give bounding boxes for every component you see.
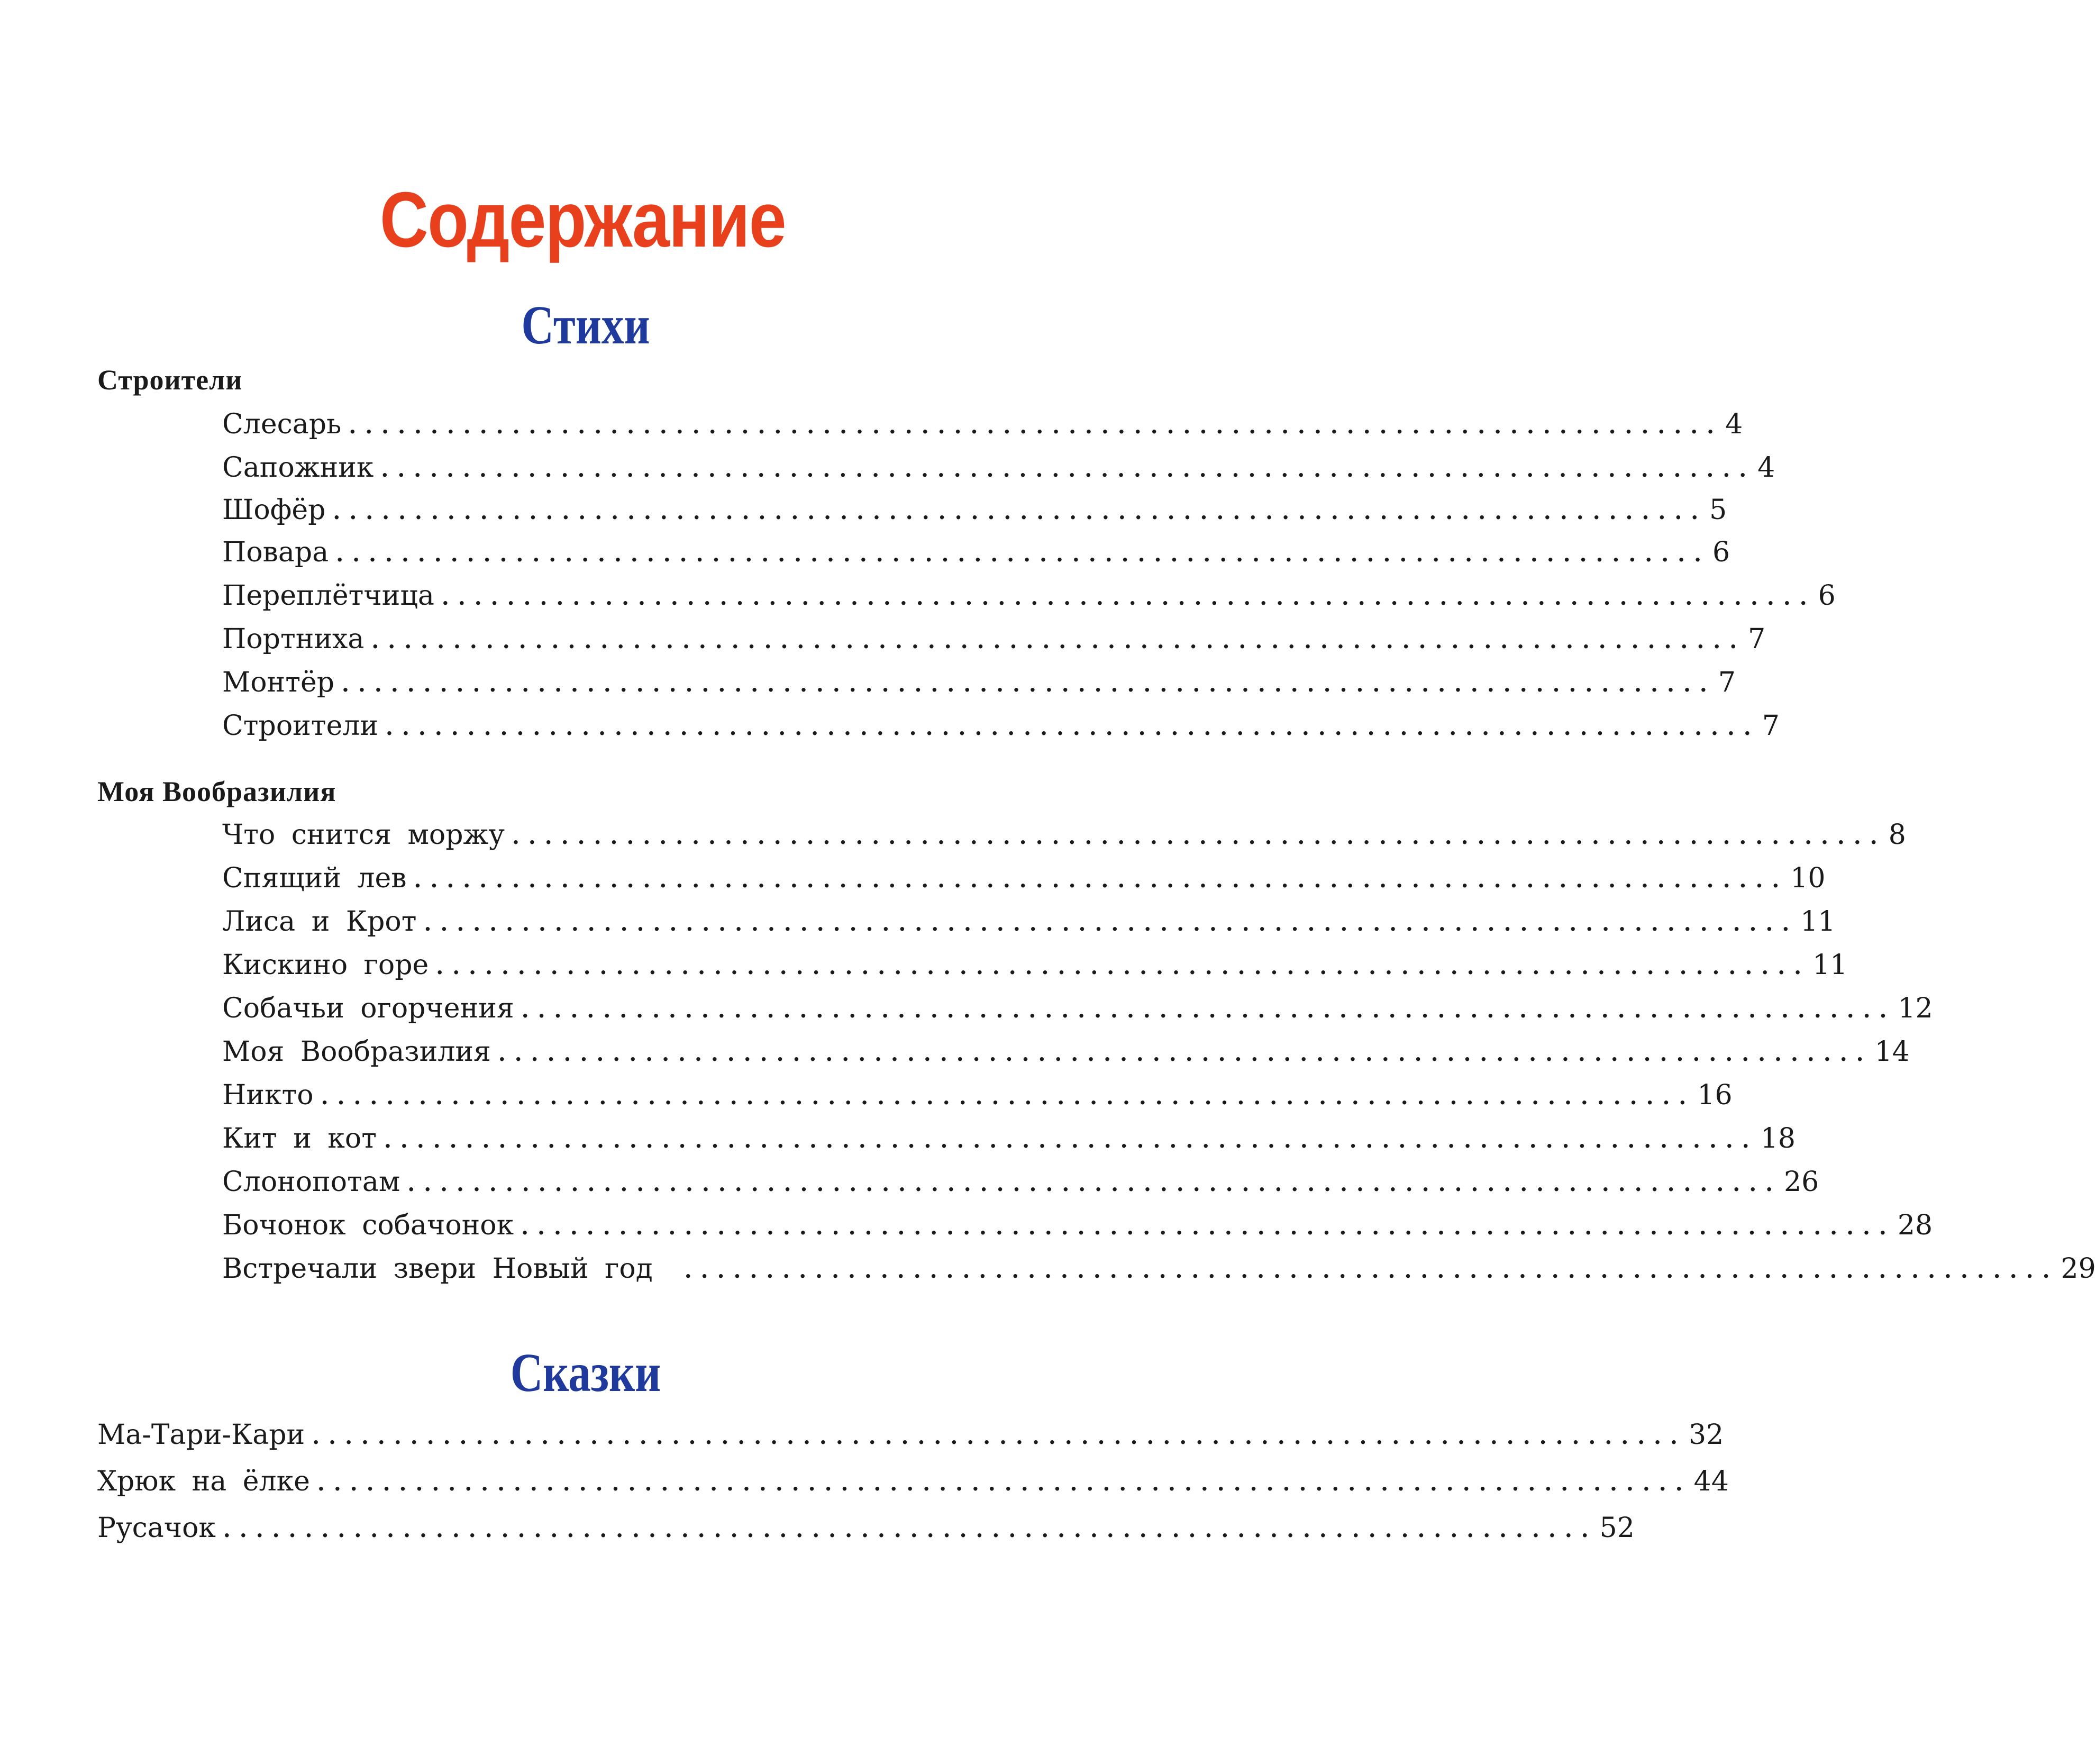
dot-leader: .................................................................................... bbox=[349, 414, 1724, 439]
dot-leader: .................................................................................... bbox=[223, 1517, 1598, 1542]
dot-leader: .................................................................................... bbox=[371, 629, 1746, 653]
dot-leader: .................................................................................... bbox=[512, 824, 1887, 849]
toc-entry[interactable] bbox=[222, 1035, 1910, 1071]
toc-entry[interactable] bbox=[222, 407, 1743, 443]
toc-entry-title: Кит и кот bbox=[222, 1123, 377, 1154]
toc-entry[interactable] bbox=[222, 535, 1730, 571]
dot-leader: .................................................................................... bbox=[521, 1215, 1895, 1240]
toc-entry[interactable] bbox=[222, 1252, 2096, 1288]
toc-entry-title: Лиса и Крот bbox=[222, 906, 417, 938]
toc-entry-page: 28 bbox=[1897, 1210, 1933, 1241]
toc-entry-title: Строители bbox=[222, 710, 379, 742]
toc-entry[interactable] bbox=[222, 948, 1848, 984]
dot-leader: .................................................................................... bbox=[407, 1171, 1782, 1196]
toc-entry-page: 6 bbox=[1712, 537, 1730, 568]
toc-entry-page: 7 bbox=[1748, 623, 1766, 655]
toc-entry-page: 14 bbox=[1874, 1036, 1910, 1068]
toc-entry-title: Встречали звери Новый год bbox=[222, 1253, 653, 1285]
toc-entry-title: Переплётчица bbox=[222, 580, 434, 612]
dot-leader: .................................................................................... bbox=[317, 1471, 1692, 1496]
toc-entry-page: 5 bbox=[1709, 494, 1727, 526]
dot-leader: .................................................................................... bbox=[336, 542, 1710, 567]
dot-leader: .................................................................................... bbox=[333, 499, 1708, 524]
toc-entry-page: 7 bbox=[1718, 667, 1736, 698]
dot-leader: .................................................................................... bbox=[436, 954, 1811, 979]
toc-entry-title: Моя Вообразилия bbox=[222, 1036, 491, 1068]
toc-entry-page: 6 bbox=[1818, 580, 1836, 612]
toc-entry-page: 32 bbox=[1688, 1419, 1724, 1451]
toc-entry[interactable] bbox=[222, 992, 1933, 1028]
dot-leader: .................................................................................... bbox=[342, 672, 1716, 697]
toc-entry-title: Ма-Тари-Кари bbox=[97, 1419, 305, 1451]
toc-entry-title: Шофёр bbox=[222, 494, 326, 526]
toc-entry-page: 16 bbox=[1697, 1079, 1733, 1111]
toc-entry[interactable] bbox=[97, 1511, 1635, 1547]
toc-entry[interactable] bbox=[222, 1078, 1733, 1114]
toc-entry-page: 18 bbox=[1760, 1123, 1796, 1154]
dot-leader: .................................................................................... bbox=[414, 868, 1789, 893]
toc-entry[interactable] bbox=[222, 622, 1766, 658]
group-title-imagination: Моя Вообразилия bbox=[97, 776, 336, 807]
dot-leader: .................................................................................... bbox=[321, 1085, 1696, 1110]
toc-entry-title: Сапожник bbox=[222, 452, 374, 484]
toc-entry-title: Повара bbox=[222, 537, 329, 568]
toc-entry-page: 26 bbox=[1784, 1166, 1819, 1198]
toc-entry[interactable] bbox=[222, 905, 1836, 941]
toc-entry-page: 11 bbox=[1800, 906, 1836, 938]
toc-entry-page: 11 bbox=[1812, 949, 1848, 981]
dot-leader: .................................................................................... bbox=[312, 1424, 1687, 1449]
toc-entry-title: Русачок bbox=[97, 1512, 216, 1544]
toc-entry-title: Слесарь bbox=[222, 408, 342, 440]
toc-entry[interactable] bbox=[97, 1465, 1729, 1501]
toc-entry[interactable] bbox=[222, 579, 1836, 615]
toc-entry-page: 8 bbox=[1888, 819, 1906, 851]
dot-leader: .................................................................................... bbox=[498, 1041, 1873, 1066]
dot-leader: .................................................................................... bbox=[441, 585, 1816, 610]
toc-entry[interactable] bbox=[97, 1418, 1724, 1454]
toc-entry-page: 44 bbox=[1693, 1466, 1729, 1497]
toc-entry-title: Монтёр bbox=[222, 667, 335, 698]
toc-entry[interactable] bbox=[222, 1122, 1796, 1158]
toc-entry[interactable] bbox=[222, 1208, 1933, 1244]
toc-entry-title: Портниха bbox=[222, 623, 364, 655]
toc-entry-title: Что снится моржу bbox=[222, 819, 505, 851]
toc-entry[interactable] bbox=[222, 709, 1780, 745]
page-title: Содержание bbox=[379, 176, 786, 263]
toc-entry-page: 4 bbox=[1725, 408, 1743, 440]
section-title-tales: Сказки bbox=[510, 1342, 661, 1403]
toc-entry[interactable] bbox=[222, 818, 1906, 854]
toc-entry-title: Хрюк на ёлке bbox=[97, 1466, 310, 1497]
dot-leader: .................................................................................... bbox=[521, 998, 1896, 1023]
dot-leader: .................................................................................... bbox=[684, 1258, 2059, 1283]
toc-entry-page: 7 bbox=[1762, 710, 1780, 742]
toc-entry-page: 29 bbox=[2061, 1253, 2096, 1285]
toc-entry-title: Собачьи огорчения bbox=[222, 993, 514, 1024]
toc-entry[interactable] bbox=[222, 451, 1775, 487]
toc-entry[interactable] bbox=[222, 861, 1826, 897]
toc-entry[interactable] bbox=[222, 666, 1736, 702]
toc-entry-page: 10 bbox=[1790, 862, 1826, 894]
group-title-builders: Строители bbox=[97, 364, 243, 396]
toc-entry-page: 12 bbox=[1898, 993, 1933, 1024]
toc-entry-title: Никто bbox=[222, 1079, 314, 1111]
toc-entry[interactable] bbox=[222, 493, 1727, 529]
toc-entry-page: 52 bbox=[1599, 1512, 1635, 1544]
dot-leader: .................................................................................... bbox=[386, 715, 1760, 740]
toc-entry-title: Слонопотам bbox=[222, 1166, 400, 1198]
section-title-poems: Стихи bbox=[521, 295, 650, 356]
toc-entry[interactable] bbox=[222, 1165, 1819, 1201]
dot-leader: .................................................................................... bbox=[381, 457, 1756, 482]
toc-entry-title: Спящий лев bbox=[222, 862, 407, 894]
dot-leader: .................................................................................... bbox=[384, 1128, 1758, 1153]
toc-entry-title: Кискино горе bbox=[222, 949, 429, 981]
dot-leader: .................................................................................... bbox=[424, 911, 1799, 936]
toc-entry-page: 4 bbox=[1757, 452, 1775, 484]
toc-entry-title: Бочонок собачонок bbox=[222, 1210, 514, 1241]
